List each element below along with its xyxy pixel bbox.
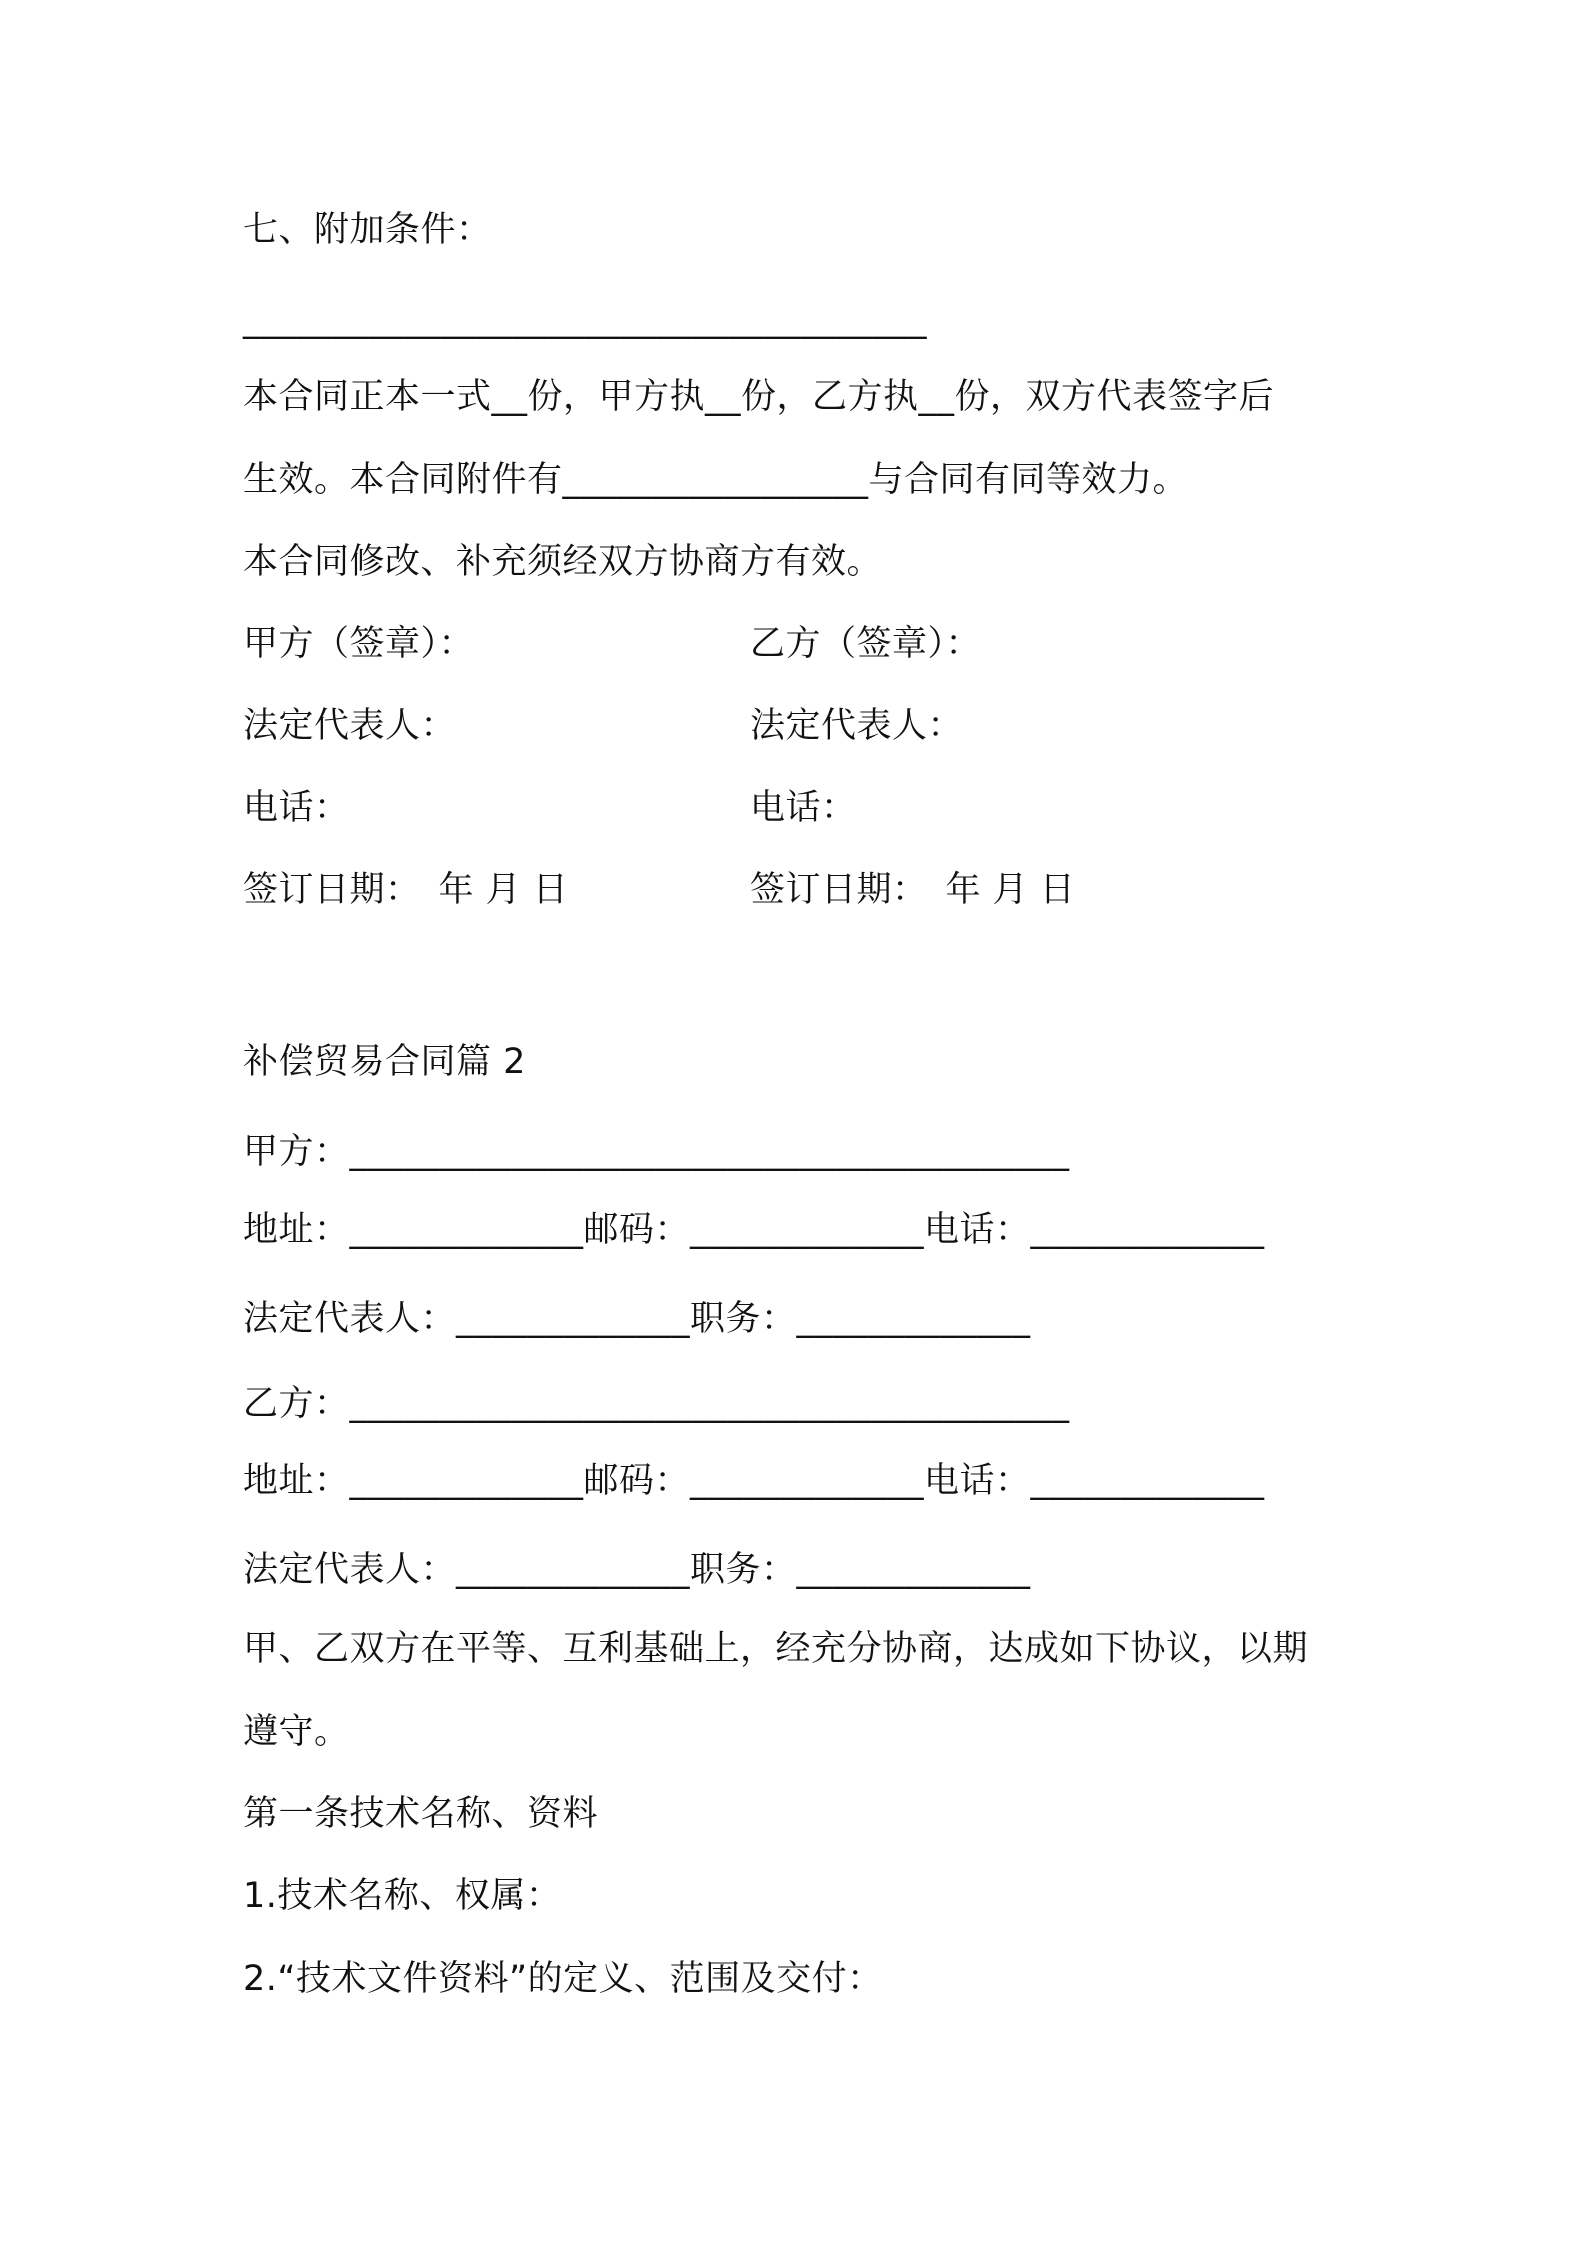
paragraph-line: 本合同正本一式__份，甲方执__份，乙方执__份，双方代表签字后 bbox=[243, 377, 1275, 417]
paragraph-line: 甲、乙双方在平等、互利基础上，经充分协商，达成如下协议，以期 bbox=[243, 1629, 1309, 1669]
form-line-rep-b: 法定代表人：_____________职务：_____________ bbox=[243, 1550, 1031, 1590]
paragraph-line: 本合同修改、补充须经双方协商方有效。 bbox=[243, 542, 883, 582]
article-heading: 第一条技术名称、资料 bbox=[243, 1794, 599, 1834]
form-line-rep-a: 法定代表人：_____________职务：_____________ bbox=[243, 1299, 1031, 1339]
contract-title: 补偿贸易合同篇 2 bbox=[243, 1042, 526, 1082]
list-item: 2.“技术文件资料”的定义、范围及交付： bbox=[243, 1959, 883, 1999]
section-heading: 七、附加条件： bbox=[243, 210, 492, 250]
party-b-date-label: 签订日期： 年 月 日 bbox=[750, 870, 1076, 910]
list-item: 1.技术名称、权属： bbox=[243, 1876, 562, 1916]
party-a-seal-label: 甲方（签章）： bbox=[243, 624, 475, 664]
form-line-address-b: 地址：_____________邮码：_____________电话：_____________ bbox=[243, 1461, 1265, 1501]
party-a-rep-label: 法定代表人： bbox=[243, 706, 457, 746]
party-a-date-label: 签订日期： 年 月 日 bbox=[243, 870, 569, 910]
party-b-rep-label: 法定代表人： bbox=[750, 706, 964, 746]
form-line-party-b: 乙方：________________________________________ bbox=[243, 1384, 1070, 1424]
paragraph-line: 生效。本合同附件有_________________与合同有同等效力。 bbox=[243, 460, 1189, 500]
blank-line: ______________________________________ bbox=[243, 300, 927, 340]
form-line-address-a: 地址：_____________邮码：_____________电话：_____________ bbox=[243, 1210, 1265, 1250]
party-b-seal-label: 乙方（签章）： bbox=[750, 624, 982, 664]
party-b-phone-label: 电话： bbox=[750, 788, 857, 828]
paragraph-line: 遵守。 bbox=[243, 1712, 350, 1752]
party-a-phone-label: 电话： bbox=[243, 788, 350, 828]
form-line-party-a: 甲方：________________________________________ bbox=[243, 1132, 1070, 1172]
